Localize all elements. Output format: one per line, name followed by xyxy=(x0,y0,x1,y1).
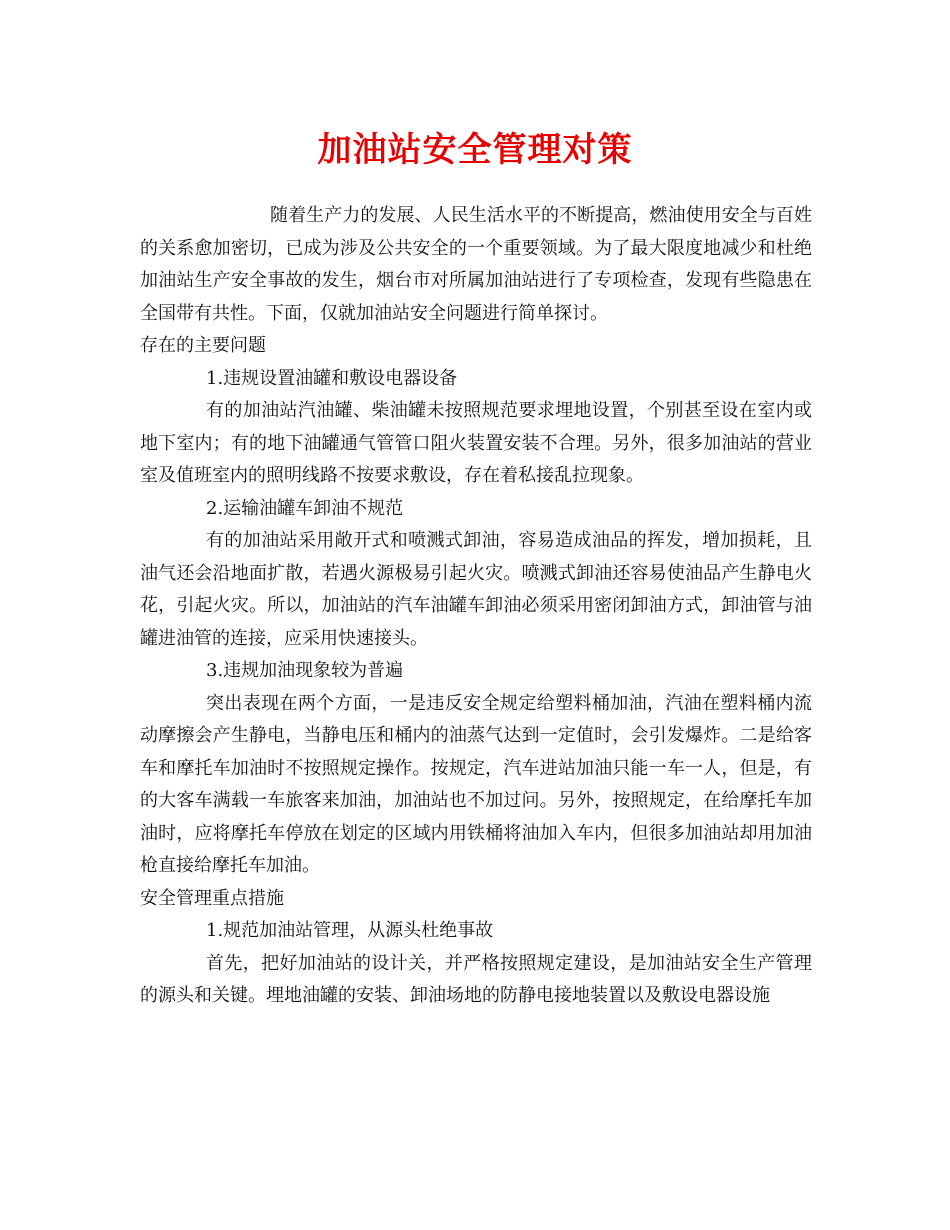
body-paragraph: 有的加油站汽油罐、柴油罐未按照规范要求埋地设置，个别甚至设在室内或地下室内；有的地下油罐通气管管口阻火装置安装不合理。另外，很多加油站的营业室及值班室内的照明线路不按要求敷设，存在着私接乱拉现象。 xyxy=(140,400,812,486)
subheading-3: 3.违规加油现象较为普遍 xyxy=(206,660,404,681)
document-title: 加油站安全管理对策 xyxy=(317,130,633,170)
subheading-1: 1.违规设置油罐和敷设电器设备 xyxy=(206,367,458,389)
subheading-2: 2.运输油罐车卸油不规范 xyxy=(206,497,404,519)
subheading-measure-1: 1.规范加油站管理，从源头杜绝事故 xyxy=(206,920,494,941)
document-body xyxy=(140,200,812,1013)
intro-paragraph: 随着生产力的发展、人民生活水平的不断提高，燃油使用安全与百姓的关系愈加密切，已成为涉及公共安全的一个重要领域。为了最大限度地减少和杜绝加油站生产安全事故的发生，烟台市对所属加油站进行了专项检查，发现有些隐患在全国带有共性。下面，仅就加油站安全问题进行简单探讨。 xyxy=(140,205,812,324)
section-heading-problems: 存在的主要问题 xyxy=(140,335,266,356)
section-heading-measures: 安全管理重点措施 xyxy=(140,887,284,909)
body-paragraph: 首先，把好加油站的设计关，并严格按照规定建设，是加油站安全生产管理的源头和关键。埋地油罐的安装、卸油场地的防静电接地装置以及敷设电器设施 xyxy=(140,952,812,1006)
body-paragraph: 突出表现在两个方面，一是违反安全规定给塑料桶加油，汽油在塑料桶内流动摩擦会产生静电，当静电压和桶内的油蒸气达到一定值时，会引发爆炸。二是给客车和摩托车加油时不按照规定操作。按规定，汽车进站加油只能一车一人，但是，有的大客车满载一车旅客来加油，加油站也不加过问。另外，按照规定，在给摩托车加油时，应将摩托车停放在划定的区域内用铁桶将油加入车内，但很多加油站却用加油枪直接给摩托车加油。 xyxy=(140,692,812,876)
body-paragraph: 有的加油站采用敞开式和喷溅式卸油，容易造成油品的挥发，增加损耗，且油气还会沿地面扩散，若遇火源极易引起火灾。喷溅式卸油还容易使油品产生静电火花，引起火灾。所以，加油站的汽车油罐车卸油必须采用密闭卸油方式，卸油管与油罐进油管的连接，应采用快速接头。 xyxy=(140,530,812,649)
